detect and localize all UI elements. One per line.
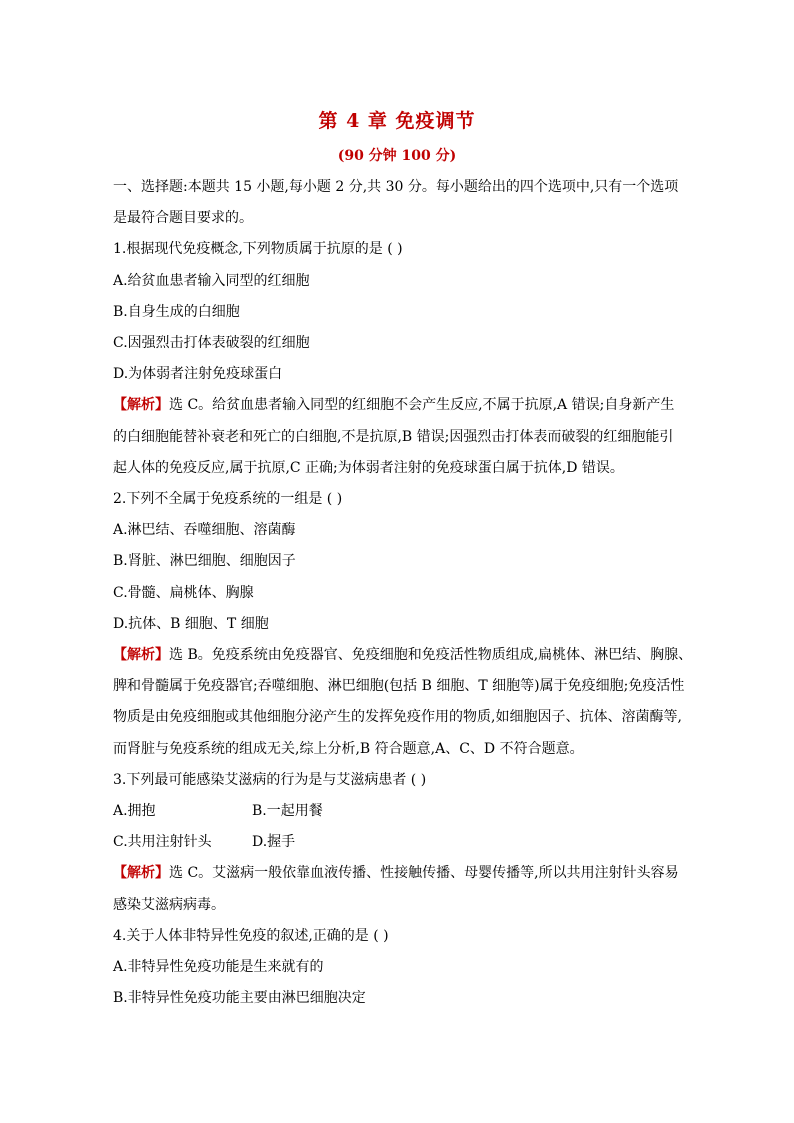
analysis-marker: 【解析】: [113, 647, 169, 664]
question-stem: 2.下列不全属于免疫系统的一组是 ( ): [113, 491, 343, 508]
analysis-text: 选 C。艾滋病一般依靠血液传播、性接触传播、母婴传播等,所以共用注射针头容易: [169, 865, 679, 882]
analysis-line: 而肾脏与免疫系统的组成无关,综上分析,B 符合题意,A、C、D 不符合题意。: [113, 740, 584, 757]
option-row: [113, 827, 688, 858]
text-line: 一、选择题:本题共 15 小题,每小题 2 分,共 30 分。每小题给出的四个选项中,只有一个选项: [113, 179, 679, 195]
option-c: C.共用注射针头: [113, 834, 212, 851]
analysis-line: 感染艾滋病病毒。: [113, 896, 225, 913]
analysis-line: [113, 390, 688, 421]
option-b: B.肾脏、淋巴细胞、细胞因子: [113, 553, 296, 570]
option-b: B.一起用餐: [252, 803, 323, 820]
analysis-line: [113, 858, 688, 889]
analysis-line: 起人体的免疫反应,属于抗原,C 正确;为体弱者注射的免疫球蛋白属于抗体,D 错误。: [113, 459, 624, 476]
option-d: D.抗体、B 细胞、T 细胞: [113, 615, 269, 632]
analysis-line: [113, 640, 693, 671]
page-title: 第 4 章 免疫调节: [318, 110, 476, 132]
question-3: [113, 765, 688, 921]
option-d: D.握手: [252, 834, 296, 851]
question-2: [113, 484, 693, 765]
analysis-text: 选 C。给贫血患者输入同型的红细胞不会产生反应,不属于抗原,A 错误;自身新产生: [169, 397, 675, 414]
option-c: C.因强烈击打体表破裂的红细胞: [113, 335, 310, 352]
option-b: B.自身生成的白细胞: [113, 303, 240, 320]
analysis-line: 物质是由免疫细胞或其他细胞分泌产生的发挥免疫作用的物质,如细胞因子、抗体、溶菌酶等,: [113, 709, 682, 726]
question-1: [113, 234, 688, 484]
analysis-marker: 【解析】: [113, 865, 169, 882]
analysis-marker: 【解析】: [113, 397, 169, 414]
option-a: A.拥抱: [113, 803, 156, 820]
section-heading: [113, 172, 688, 234]
option-a: A.非特异性免疫功能是生来就有的: [113, 959, 324, 976]
option-c: C.骨髓、扁桃体、胸腺: [113, 584, 254, 601]
question-stem: 3.下列最可能感染艾滋病的行为是与艾滋病患者 ( ): [113, 771, 427, 788]
page-subtitle: (90 分钟 100 分): [337, 148, 457, 164]
option-d: D.为体弱者注射免疫球蛋白: [113, 366, 283, 383]
text-line: 是最符合题目要求的。: [113, 210, 253, 227]
option-a: A.给贫血患者输入同型的红细胞: [113, 272, 310, 289]
option-row: [113, 796, 688, 827]
document-content: [113, 172, 693, 1014]
analysis-line: 的白细胞能替补衰老和死亡的白细胞,不是抗原,B 错误;因强烈击打体表而破裂的红细胞能引: [113, 428, 674, 445]
question-stem: 1.根据现代免疫概念,下列物质属于抗原的是 ( ): [113, 241, 403, 258]
question-4: [113, 921, 688, 1015]
analysis-line: 脾和骨髓属于免疫器官;吞噬细胞、淋巴细胞(包括 B 细胞、T 细胞等)属于免疫细胞;免疫活性: [113, 678, 685, 695]
question-stem: 4.关于人体非特异性免疫的叙述,正确的是 ( ): [113, 927, 389, 944]
analysis-text: 选 B。免疫系统由免疫器官、免疫细胞和免疫活性物质组成,扁桃体、淋巴结、胸腺、: [169, 647, 693, 664]
option-b: B.非特异性免疫功能主要由淋巴细胞决定: [113, 990, 366, 1007]
option-a: A.淋巴结、吞噬细胞、溶菌酶: [113, 522, 296, 539]
